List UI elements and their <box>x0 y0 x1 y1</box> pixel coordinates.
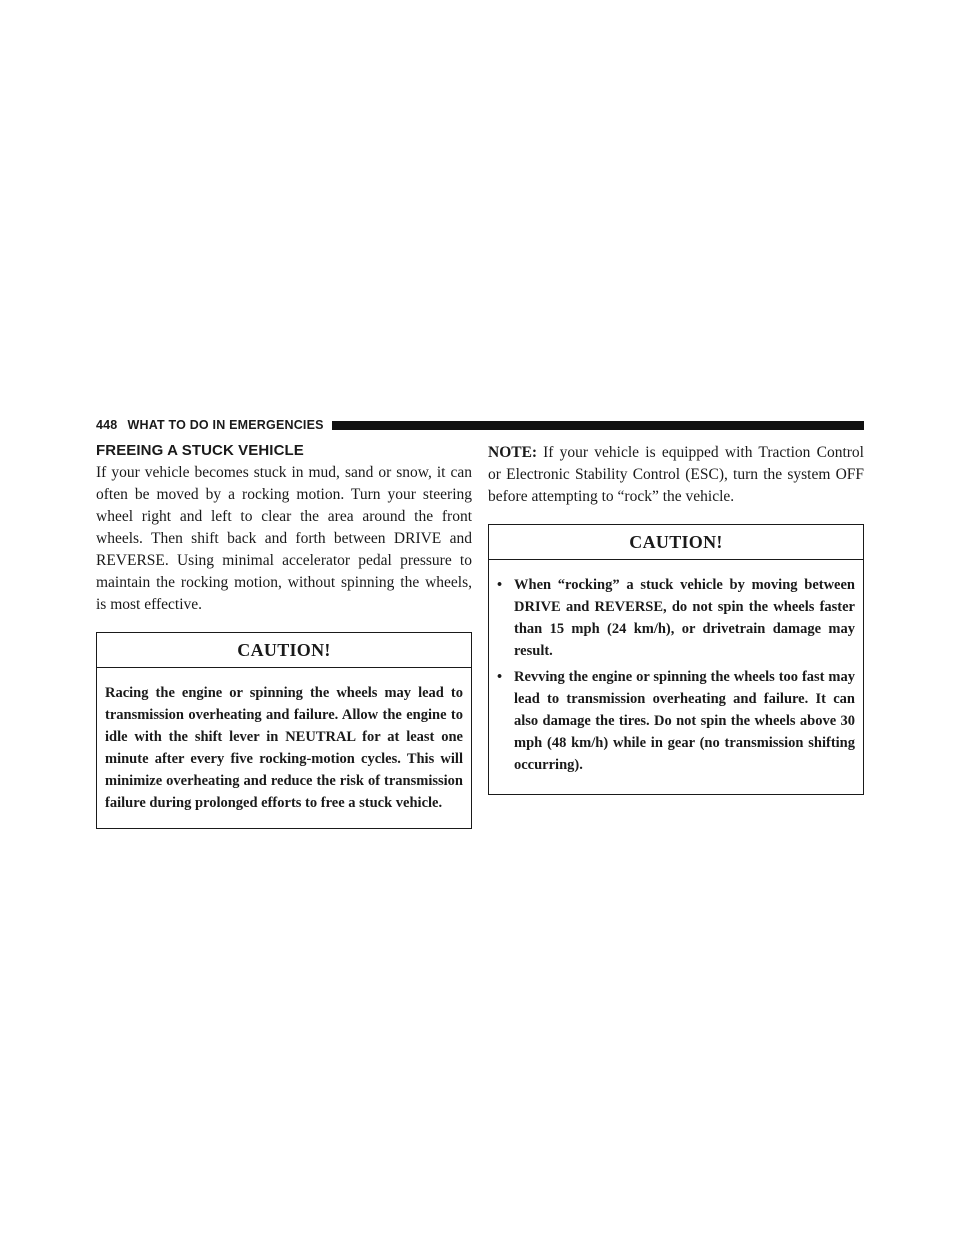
page-number: 448 <box>96 418 118 432</box>
caution-list-item <box>497 666 855 776</box>
note-label: NOTE: <box>488 444 538 461</box>
caution-list-item <box>497 574 855 662</box>
caution-box-left <box>96 632 472 829</box>
caution-bullet-text: Revving the engine or spinning the wheels too fast may lead to transmission overheating and failure. It can also damage the tires. Do not spin the wheels above 30 mph (48 km/h) while in gear (no transmission shifting occurring). <box>514 669 855 773</box>
caution-bullet-text: When “rocking” a stuck vehicle by moving between DRIVE and REVERSE, do not spin the wheels faster than 15 mph (24 km/h), or drivetrain damage may result. <box>514 577 855 659</box>
bullet-icon: • <box>497 669 503 685</box>
intro-paragraph: If your vehicle becomes stuck in mud, sand or snow, it can often be moved by a rocking motion. Turn your steering wheel right and left to clear the area around the front wheels. Then shift back and forth between DRIVE and REVERSE. Using minimal accelerator pedal pressure to maintain the rocking motion, without spinning the wheels, is most effective. <box>96 464 472 613</box>
bullet-icon: • <box>497 577 503 593</box>
right-column <box>488 442 864 795</box>
note-paragraph <box>488 442 864 508</box>
caution-text: Racing the engine or spinning the wheels may lead to transmission overheating and failure. Allow the engine to idle with the shift lever in NEUTRAL for at least one minute after every five rocking-motion cycles. This will minimize overheating and reduce the risk of transmission failure during prolonged efforts to free a stuck vehicle. <box>105 685 463 811</box>
left-column <box>96 442 472 829</box>
note-text: If your vehicle is equipped with Traction Control or Electronic Stability Control (ESC), turn the system OFF before attempting to “rock” the vehicle. <box>488 444 864 505</box>
caution-box-right <box>488 524 864 795</box>
section-name: WHAT TO DO IN EMERGENCIES <box>127 418 324 432</box>
page-header <box>96 416 864 434</box>
caution-title: CAUTION! <box>489 525 863 560</box>
caution-list-container <box>489 560 863 794</box>
section-title: FREEING A STUCK VEHICLE <box>96 442 304 459</box>
caution-list <box>497 574 855 776</box>
header-rule <box>332 421 864 430</box>
caution-title: CAUTION! <box>97 633 471 668</box>
